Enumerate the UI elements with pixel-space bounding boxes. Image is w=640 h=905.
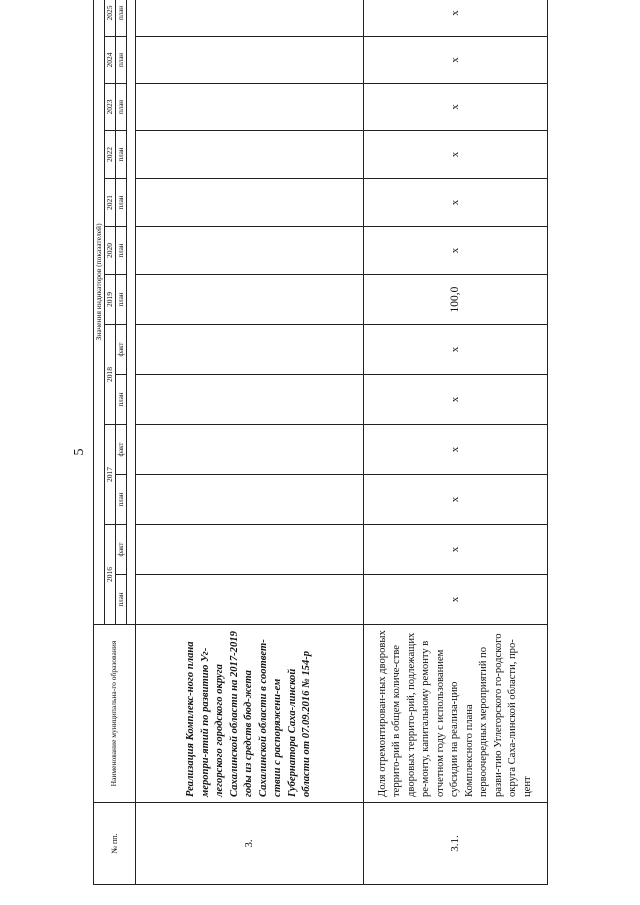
header-2025-plan: план: [116, 0, 127, 37]
row-3-cell: [136, 131, 364, 179]
header-2024-plan: план: [116, 37, 127, 84]
row-3-cell: [136, 575, 364, 625]
header-year-2018: 2018: [105, 325, 116, 425]
indicator-table-sheet: [93, 5, 548, 885]
row-3-1-cell-2022-plan: x: [364, 131, 548, 179]
header-year-2020: 2020: [105, 227, 116, 275]
row-3-1-cell-2024-plan: x: [364, 37, 548, 84]
header-2017-plan: план: [116, 475, 127, 525]
row-3-1-cell-2016-plan: x: [364, 575, 548, 625]
header-2022-plan: план: [116, 131, 127, 179]
row-3-1-cell-2017-plan: x: [364, 475, 548, 525]
indicator-table: [93, 0, 548, 885]
row-3-1-cell-2018-plan: x: [364, 375, 548, 425]
row-3-1-cell-2017-fact: x: [364, 425, 548, 475]
row-3-cell: [136, 37, 364, 84]
row-3-1-cell-2019-plan: 100,0: [364, 275, 548, 325]
header-year-2025: 2025: [105, 0, 116, 37]
header-2019-plan: план: [116, 275, 127, 325]
table-row-3-1: [364, 0, 548, 885]
header-2018-plan: план: [116, 375, 127, 425]
row-3-cell: [136, 0, 364, 37]
row-3-cell: [136, 227, 364, 275]
table-row-3: [136, 0, 364, 885]
header-2023-plan: план: [116, 84, 127, 131]
row-3-cell: [136, 375, 364, 425]
header-year-2023: 2023: [105, 84, 116, 131]
header-municipality-name: Наименование муниципальна-го образования: [94, 625, 136, 803]
row-3-1-cell-2018-fact: x: [364, 325, 548, 375]
header-indicator-values: Значения индикаторов (показателей): [94, 0, 105, 625]
row-3-cell: [136, 84, 364, 131]
row-3-number: 3.: [136, 803, 364, 885]
header-year-2024: 2024: [105, 37, 116, 84]
header-row-1: [94, 0, 105, 885]
header-year-2016: 2016: [105, 525, 116, 625]
header-year-2021: 2021: [105, 179, 116, 227]
row-3-cell: [136, 179, 364, 227]
row-3-1-cell-2023-plan: x: [364, 84, 548, 131]
row-3-1-cell-2020-plan: x: [364, 227, 548, 275]
row-3-cell: [136, 325, 364, 375]
header-year-2017: 2017: [105, 425, 116, 525]
row-3-cell: [136, 275, 364, 325]
header-2017-fact: факт: [116, 425, 127, 475]
header-2021-plan: план: [116, 179, 127, 227]
row-3-1-cell-2021-plan: x: [364, 179, 548, 227]
row-3-1-name: Доля отремонтирован-ных дворовых террито-рий в общем количе-стве дворовых террито-рий, подлежащих ре-монту, капитальному ремонту в отчетном году с использованием субсидии на реализа-цию Комплексного плана первоочередных мероприятий по разви-тию Углегорского го-родского округа Саха-линской области, про-цент: [364, 625, 548, 803]
row-3-1-cell-2025-plan: x: [364, 0, 548, 37]
row-3-cell: [136, 425, 364, 475]
header-2016-fact: факт: [116, 525, 127, 575]
header-2016-plan: план: [116, 575, 127, 625]
header-year-2022: 2022: [105, 131, 116, 179]
header-year-2019: 2019: [105, 275, 116, 325]
row-3-cell: [136, 475, 364, 525]
header-2020-plan: план: [116, 227, 127, 275]
row-3-1-cell-2016-fact: x: [364, 525, 548, 575]
header-2018-fact: факт: [116, 325, 127, 375]
header-number: № пп.: [94, 803, 136, 885]
page-number: 5: [72, 448, 87, 456]
row-3-1-number: 3.1.: [364, 803, 548, 885]
row-3-name: Реализация Комплекс-ного плана меропри-ятий по развитию Уг-легорского городского округа Сахалинской области на 2017-2019 годы из средств бюд-жета Сахалинской области в соответ-ствии с распоряжени-ем Губернатора Саха-линской области от 07.09.2016 № 154-р: [136, 625, 364, 803]
row-3-cell: [136, 525, 364, 575]
